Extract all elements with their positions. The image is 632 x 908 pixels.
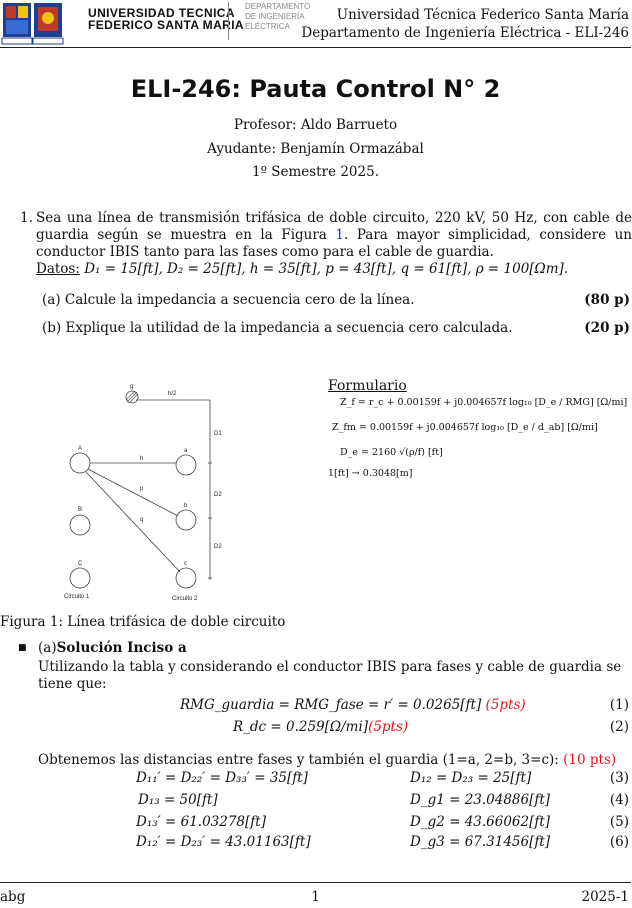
conductor-b — [176, 510, 196, 530]
label-q: q — [140, 517, 144, 523]
data-label: Datos: — [36, 261, 80, 277]
dept-logo-line-3: ELÉCTRICA — [245, 22, 290, 31]
eq2-text: R_dc = 0.259[Ω/mi] — [233, 719, 369, 735]
row6-right: D_g3 = 67.31456[ft] — [410, 834, 551, 850]
item-b-label: (b) — [42, 320, 62, 336]
header-university: Universidad Técnica Federico Santa María — [336, 7, 629, 23]
row3-left: D₁₁′ = D₂₂′ = D₃₃′ = 35[ft] — [136, 770, 308, 786]
item-b — [42, 320, 630, 336]
solution-block — [38, 640, 630, 693]
row4-left: D₁₃ = 50[ft] — [138, 792, 218, 808]
label-C: C — [78, 561, 83, 567]
formula-heading: Formulario — [328, 378, 407, 394]
university-logos — [2, 2, 86, 48]
row5-right: D_g2 = 43.66062[ft] — [410, 814, 551, 830]
eq1-points: (5pts) — [485, 697, 526, 713]
solution-heading — [38, 640, 630, 657]
solution-intro: Utilizando la tabla y considerando el conductor IBIS para fases y cable de guardia se tiene que: — [38, 659, 622, 692]
conductor-a — [176, 455, 196, 475]
eq2-points: (5pts) — [368, 719, 409, 735]
row6-number: (6) — [609, 834, 629, 850]
solution-heading-text: Solución Inciso a — [56, 640, 187, 656]
label-D1: D1 — [214, 431, 222, 437]
distances-intro — [38, 752, 616, 768]
problem-number: 1. — [20, 210, 33, 226]
circuit-figure — [60, 380, 220, 608]
problem-statement — [20, 210, 632, 278]
dept-logo-line-2: DE INGENIERÍA — [245, 12, 305, 21]
label-circuit-1: Circuito 1 — [64, 594, 90, 600]
professor: Profesor: Aldo Barrueto — [233, 117, 398, 133]
item-a-label: (a) — [42, 292, 61, 308]
row4-number: (4) — [609, 792, 629, 808]
data-values: D₁ = 15[ft], D₂ = 25[ft], h = 35[ft], p = 43[ft], q = 61[ft], ρ = 100[Ωm]. — [79, 261, 569, 277]
header-department: Departamento de Ingeniería Eléctrica - ELI-246 — [301, 25, 629, 41]
footer-divider — [0, 882, 631, 883]
page-title: ELI-246: Pauta Control N° 2 — [130, 75, 501, 103]
item-a — [42, 292, 630, 308]
label-D2-upper: D2 — [214, 492, 222, 498]
row5-left: D₁₃′ = 61.03278[ft] — [136, 814, 266, 830]
header-right — [301, 6, 629, 42]
figure-link[interactable]: 1 — [335, 227, 344, 243]
distances-points: (10 pts) — [563, 752, 617, 768]
conductor-A — [70, 453, 90, 473]
bullet-icon: ■ — [18, 643, 27, 653]
label-D2-lower: D2 — [214, 544, 222, 550]
label-A: A — [78, 446, 83, 452]
row6-left: D₁₂′ = D₂₃′ = 43.01163[ft] — [136, 834, 311, 850]
q-distance-line — [86, 472, 180, 572]
distances-intro-text: Obtenemos las distancias entre fases y también el guardia (1=a, 2=b, 3=c): — [38, 752, 559, 768]
label-h: h — [140, 456, 144, 462]
item-a-points: (80 p) — [584, 292, 630, 308]
conductor-B — [70, 515, 90, 535]
eq1-number: (1) — [609, 697, 629, 713]
problem-text-a: Sea una línea de transmisión trifásica de doble circuito, 220 kV, 50 Hz, con cable de guardia según se muestra en la Figura — [36, 210, 632, 243]
eq2-number: (2) — [609, 719, 629, 735]
footer-right: 2025-1 — [581, 889, 629, 905]
p-distance-line — [88, 469, 178, 516]
formula-zf: Z_f = r_c + 0.00159f + j0.004657f log₁₀ [D_e / RMG] [Ω/mi] — [340, 397, 628, 408]
label-h2: h/2 — [168, 391, 177, 397]
item-a-text: Calcule la impedancia a secuencia cero de la línea. — [64, 292, 415, 308]
label-g: g — [130, 384, 134, 390]
row4-right: D_g1 = 23.04886[ft] — [410, 792, 551, 808]
problem-text-b: . Para mayor simplicidad, considere un conductor IBIS tanto para las fases como para el cable de guardia. — [36, 227, 632, 260]
row5-number: (5) — [609, 814, 629, 830]
formula-zfm: Z_fm = 0.00159f + j0.004657f log₁₀ [D_e / d_ab] [Ω/mi] — [332, 422, 598, 433]
label-b: b — [184, 503, 188, 509]
semester: 1º Semestre 2025. — [252, 164, 379, 180]
item-b-points: (20 p) — [584, 320, 630, 336]
formula-de: D_e = 2160 √(ρ/f) [ft] — [340, 447, 443, 458]
assistant: Ayudante: Benjamín Ormazábal — [207, 141, 424, 157]
university-crest-icon — [2, 2, 86, 44]
university-name — [88, 7, 244, 31]
header-divider — [0, 47, 631, 48]
label-B: B — [78, 507, 83, 513]
label-a: a — [184, 448, 188, 454]
problem-text — [36, 210, 632, 278]
footer-left: abg — [0, 889, 26, 905]
label-c: c — [184, 561, 187, 567]
conductor-C — [70, 568, 90, 588]
university-line-1: UNIVERSIDAD TECNICA — [88, 6, 235, 20]
figure-caption: Figura 1: Línea trifásica de doble circuito — [0, 614, 286, 630]
solution-heading-prefix: (a) — [38, 640, 57, 656]
dept-logo-line-1: DEPARTAMENTO — [245, 2, 311, 11]
formula-sheet — [328, 378, 627, 480]
row3-right: D₁₂ = D₂₃ = 25[ft] — [410, 770, 532, 786]
page-number: 1 — [311, 889, 320, 905]
label-p: p — [140, 486, 144, 492]
department-logo — [228, 2, 310, 40]
university-line-2: FEDERICO SANTA MARIA — [88, 18, 244, 32]
row3-number: (3) — [609, 770, 629, 786]
formula-ft-conversion: 1[ft] → 0.3048[m] — [328, 468, 413, 479]
eq1-text: RMG_guardia = RMG_fase = r′ = 0.0265[ft] — [180, 697, 482, 713]
item-b-text: Explique la utilidad de la impedancia a secuencia cero calculada. — [65, 320, 513, 336]
label-circuit-2: Circuito 2 — [172, 596, 198, 602]
